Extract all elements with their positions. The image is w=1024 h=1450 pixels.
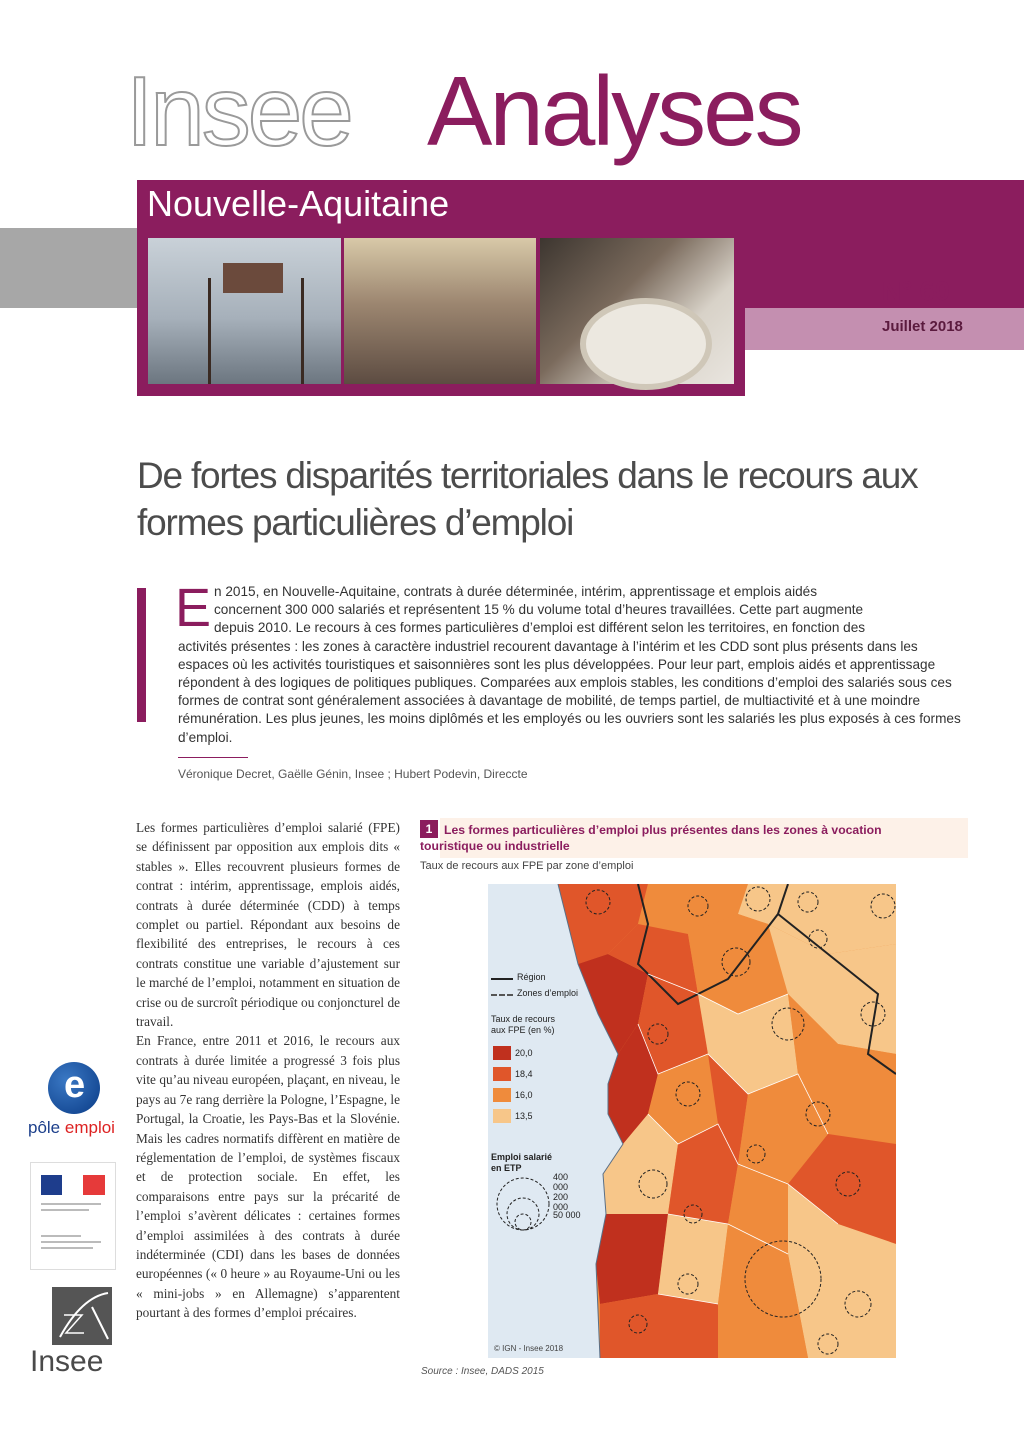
legend-swatch-2 xyxy=(493,1067,511,1081)
legend-size-2: 200 000 xyxy=(553,1192,569,1212)
body-paragraph-1: Les formes particulières d’emploi salarié (FPE) se définissent par opposition aux emplois dits « stables ». Elles recouvrent plusieurs formes de contrat : intérim, apprentissage, emplois aidés, contrats à durée déterminée (CDD) à temps complet ou partiel. Répondant aux besoins de flexibilité des entreprises, le recours à ces contrats constitue une variable d’ajustement sur le marché de l’emploi, notamment en situation de crise ou de surcroît périodique ou conjoncturel de travail. xyxy=(136,820,401,1030)
photo-fishing-hut xyxy=(148,238,341,384)
lede-paragraph xyxy=(178,583,968,747)
republic-logo xyxy=(30,1162,116,1270)
map-legend xyxy=(491,968,585,1223)
legend-zone-label: Zones d’emploi xyxy=(517,988,579,998)
legend-swatch-3 xyxy=(493,1088,511,1102)
figure-title-line-2: touristique ou industrielle xyxy=(420,839,570,853)
page-title: De fortes disparités territoriales dans le recours aux formes particulières d’emploi xyxy=(137,455,918,543)
lede-line-2: concernent 300 000 salariés et représentent 15 % du volume total d’heures travaillées. Cette part augmente xyxy=(214,602,864,618)
legend-size-1: 400 000 xyxy=(553,1172,569,1192)
figure-source: Source : Insee, DADS 2015 xyxy=(421,1366,544,1377)
pole-emploi-word-2: emploi xyxy=(64,1118,115,1137)
legend-circles-icon xyxy=(495,1176,551,1232)
lede-rest: activités présentes : les zones à caractère industriel recourent davantage à l’intérim et les CDD sont plus présents dans les espaces où les activités touristiques et saisonnières sont les plus développées. Pour leur part, emplois aidés et apprentissage répondent à des logiques de politiques publiques. Comparées aux emplois stables, les conditions d’emploi des salariés sous ces formes de contrat sont généralement associées à davantage de mobilité, de temps partiel, de multiactivité et à une moindre rémunération. Les plus jeunes, les moins diplômés et les employés ou les ouvriers sont les salariés les plus exposés à ces formes d’emploi. xyxy=(178,638,961,745)
figure-title-line-1: Les formes particulières d’emploi plus présentes dans les zones à vocation xyxy=(444,823,882,837)
legend-class-2: 18,4 xyxy=(515,1069,533,1079)
body-column xyxy=(136,818,400,1323)
legend-size-title: Emploi salarié en ETP xyxy=(491,1152,553,1173)
photo-porcelain xyxy=(540,238,734,384)
insee-wordmark: Insee xyxy=(30,1345,104,1378)
issue-date: Juillet 2018 xyxy=(882,318,963,335)
brand-insee: Insee xyxy=(126,56,351,166)
authors: Véronique Decret, Gaëlle Génin, Insee ; Hubert Podevin, Direccte xyxy=(178,767,528,781)
region-title: Nouvelle-Aquitaine xyxy=(147,183,450,224)
figure-number: 1 xyxy=(420,820,438,838)
pole-emploi-wordmark xyxy=(28,1118,115,1138)
author-rule xyxy=(178,757,248,758)
legend-swatch-1 xyxy=(493,1046,511,1060)
legend-swatch-4 xyxy=(493,1109,511,1123)
french-flag-icon xyxy=(41,1175,105,1195)
legend-size-3: 50 000 xyxy=(553,1210,581,1220)
legend-class-3: 16,0 xyxy=(515,1090,533,1100)
legend-region-line-icon xyxy=(491,978,513,980)
pole-emploi-logo xyxy=(28,1062,124,1142)
brand-analyses: Analyses xyxy=(427,56,801,166)
lede-line-3: depuis 2010. Le recours à ces formes particulières d’emploi est différent selon les territoires, en fonction des xyxy=(214,620,866,636)
lede-accent-bar xyxy=(137,588,146,722)
issue-number: N° 60 xyxy=(882,276,950,306)
legend-zone-line-icon xyxy=(491,994,513,996)
insee-square-icon xyxy=(52,1287,112,1345)
legend-region-label: Région xyxy=(517,972,546,982)
lede-line-1: n 2015, en Nouvelle-Aquitaine, contrats à durée déterminée, intérim, apprentissage et emplois aidés xyxy=(214,584,818,599)
legend-class-4: 13,5 xyxy=(515,1111,533,1121)
figure-subtitle: Taux de recours aux FPE par zone d’emploi xyxy=(420,860,634,872)
photo-street-crowd xyxy=(344,238,536,384)
pole-emploi-word-1: pôle xyxy=(28,1118,65,1137)
body-paragraph-2: En France, entre 2011 et 2016, le recours aux contrats à durée limitée a progressé 3 fois plus vite qu’au niveau européen, plaçant, en niveau, le pays au 7e rang derrière la Pologne, l’Espagne, le Portugal, la Croatie, les Pays-Bas et la Slovénie. Mais les cadres normatifs diffèrent en matière de réglementation de l’emploi, de systèmes fiscaux et de protection sociale. En effet, les comparaisons entre pays sur la précarité de l’emploi s’avèrent délicates : certaines formes d’emploi assimilées à des contrats à durée indéterminée (CDI) dans les bases de données européennes (« 0 heure » au Royaume-Uni ou les « mini-jobs » en Allemagne) s’apparentent pourtant à des formes d’emploi précaires. xyxy=(136,1033,400,1321)
legend-class-1: 20,0 xyxy=(515,1048,533,1058)
lede-dropcap: E xyxy=(175,578,212,638)
map-copyright: © IGN - Insee 2018 xyxy=(494,1344,564,1353)
legend-rate-title: Taux de recours aux FPE (en %) xyxy=(491,1014,556,1035)
pole-emploi-e-icon: e xyxy=(64,1064,86,1106)
insee-logo xyxy=(30,1287,120,1383)
